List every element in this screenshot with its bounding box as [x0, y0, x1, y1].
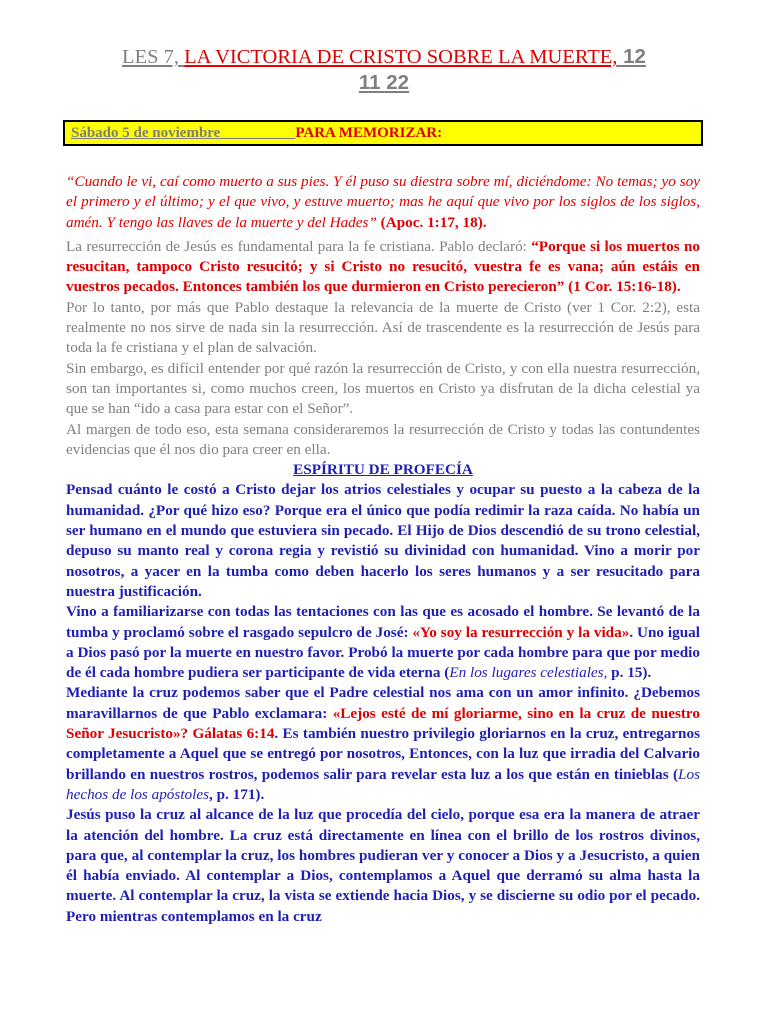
- prophecy-paragraph-2-a: Vino a familiarizarse con todas las tentaciones con las que es acosado el hombre. Se levantó de la tumba y proclamó sobre el rasgado sepulcro de José:: [66, 603, 700, 641]
- intro-paragraph-3: Sin embargo, es difícil entender por qué razón la resurrección de Cristo, y con ella nuestra resurrección, son tan importantes si, como muchos creen, los muertos en Cristo ya disfrutan de la dicha celestial ya que se han “ido a casa para estar con el Señor”.: [66, 359, 700, 418]
- lesson-prefix: LES 7,: [122, 46, 185, 68]
- prophecy-source-page-2: , p. 171).: [209, 785, 265, 803]
- lesson-body: [66, 172, 700, 927]
- prophecy-paragraph-3-a: Mediante la cruz podemos saber que el Padre celestial nos ama con un amor infinito. ¿Debemos maravillarnos de que Pablo exclamara:: [66, 684, 700, 722]
- memorize-label: PARA MEMORIZAR:: [295, 125, 443, 141]
- prophecy-paragraph-2-b: . Uno igual a Dios pasó por la muerte en nuestro favor. Probó la muerte por cada hombre para que por medio de él cada hombre pudiera ser participante de vida eterna (: [66, 623, 700, 682]
- lesson-title-text: LA VICTORIA DE CRISTO SOBRE LA MUERTE,: [184, 46, 618, 68]
- prophecy-paragraph-3-b: . Es también nuestro privilegio gloriarnos en la cruz, entregarnos completamente a Aquel que se entregó por nosotros, Entonces, con la luz que irradia del Calvario brillando en nuestros rostros, podemos salir para revelar esta luz a los que están en tinieblas (: [66, 725, 700, 783]
- prophecy-heading: ESPÍRITU DE PROFECÍA: [293, 461, 473, 479]
- memory-verse-text: “Cuando le vi, caí como muerto a sus pies. Y él puso su diestra sobre mí, diciéndome: No temas; yo soy el primero y el último; y el que vivo, y estuve muerto; mas he aquí que vivo por los siglos de los siglos, amén. Y tengo las llaves de la muerte y del Hades”: [66, 173, 700, 231]
- prophecy-paragraph-1: Pensad cuánto le costó a Cristo dejar los atrios celestiales y ocupar su puesto a la cabeza de la humanidad. ¿Por qué hizo eso? Porque era el único que podía redimir la raza caída. No había un ser humano en el mundo que estuviera sin pecado. El Hijo de Dios descendió de su trono celestial, depuso su manto real y corona regia y revistió su divinidad con humanidad. Vino a morir por nosotros, a yacer en la tumba como deben hacerlo los seres humanos y a ser resucitado para nuestra justificación.: [66, 481, 700, 600]
- intro-paragraph-2: Por lo tanto, por más que Pablo destaque la relevancia de la muerte de Cristo (ver 1 Cor. 2:2), esta realmente no nos sirve de nada sin la resurrección. Así de trascendente es la resurrección de Jesús para toda la fe cristiana y el plan de salvación.: [66, 298, 700, 357]
- prophecy-source-page-1: p. 15).: [607, 664, 652, 682]
- prophecy-paragraph-3: [66, 683, 700, 805]
- memory-verse-reference: (Apoc. 1:17, 18).: [380, 213, 487, 231]
- memorize-box: [63, 120, 703, 146]
- prophecy-source-book-2: Los hechos de los apóstoles: [66, 765, 700, 803]
- intro-paragraph-4: Al margen de todo eso, esta semana consideraremos la resurrección de Cristo y todas las contundentes evidencias que él nos dio para creer en ella.: [66, 420, 700, 458]
- prophecy-source-book-1: En los lugares celestiales,: [449, 664, 608, 682]
- intro-bible-reference: ” (1 Cor. 15:16-18).: [556, 278, 681, 296]
- lesson-date-part-b: 11 22: [358, 71, 410, 94]
- intro-bible-quote: “Porque si los muertos no resucitan, tampoco Cristo resucitó; y si Cristo no resucitó, vuestra fe es vana; aún estáis en vuestros pecados. Entonces también los que durmieron en Cristo perecieron: [66, 237, 700, 296]
- intro-paragraph-1: [66, 237, 700, 298]
- memory-verse: [66, 172, 700, 233]
- intro-paragraph-1-lead: La resurrección de Jesús es fundamental para la fe cristiana. Pablo declaró:: [66, 237, 532, 255]
- prophecy-quote-resurrection: «Yo soy la resurrección y la vida»: [412, 623, 630, 641]
- day-rule: __________: [220, 125, 296, 141]
- prophecy-paragraph-2: [66, 602, 700, 683]
- lesson-date-part-a: 12: [617, 45, 646, 68]
- day-label: Sábado 5 de noviembre: [71, 125, 221, 141]
- prophecy-paragraph-4: Jesús puso la cruz al alcance de la luz que procedía del cielo, porque esa era la manera de atraer la atención del hombre. La cruz está directamente en línea con el brillo de los rostros divinos, para que, al contemplar la cruz, los hombres pudieran ver y conocer a Dios y a Jesucristo, a quien él había enviado. Al contemplar a Dios, contemplamos a Aquel que derramó su alma hasta la muerte. Al contemplar la cruz, la vista se extiende hacia Dios, y se discierne su odio por el pecado. Pero mientras contemplamos en la cruz: [66, 806, 700, 925]
- prophecy-quote-galatians: «Lejos esté de mí gloriarme, sino en la cruz de nuestro Señor Jesucristo»? Gálatas 6:14: [66, 704, 700, 743]
- lesson-title: [60, 44, 708, 96]
